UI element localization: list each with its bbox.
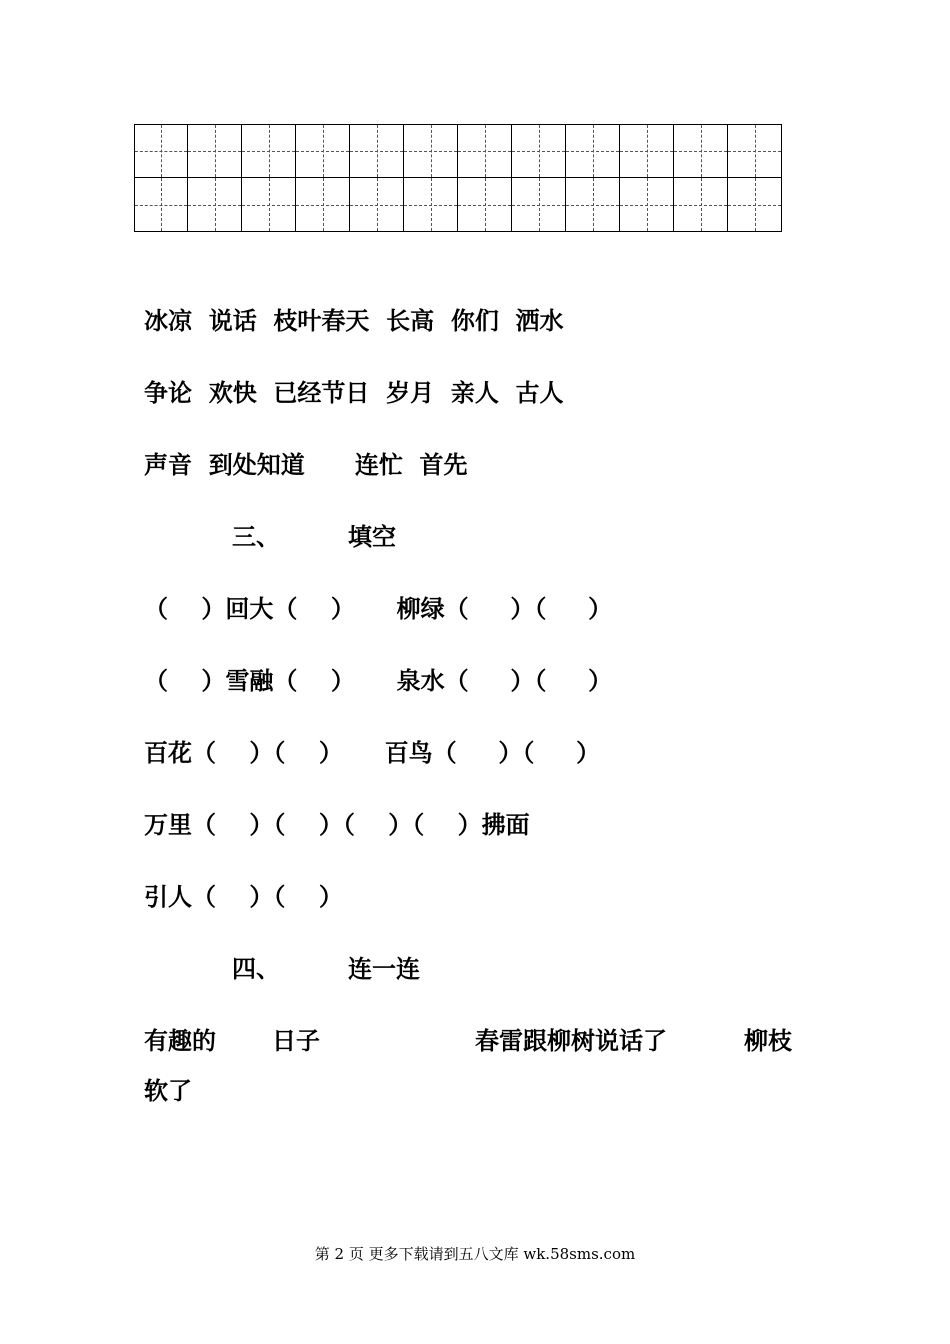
- grid-cell[interactable]: [674, 124, 728, 178]
- section-4-title: 连一连: [348, 955, 420, 983]
- grid-cell[interactable]: [242, 124, 296, 178]
- word-line-1: 冰凉 说话 枝叶春天 长高 你们 洒水: [144, 307, 564, 335]
- match-item-3: 春雷跟柳树说话了: [475, 1027, 667, 1055]
- grid-cell[interactable]: [242, 178, 296, 232]
- section-3-title: 填空: [348, 523, 396, 551]
- grid-row: [134, 124, 782, 178]
- fill-line-4: 万里（ ）（ ）（ ）（ ）拂面: [144, 811, 530, 839]
- grid-cell[interactable]: [512, 178, 566, 232]
- fill-line-5: 引人（ ）（ ）: [144, 883, 343, 911]
- match-item-2: 日子: [272, 1027, 320, 1055]
- match-item-4: 柳枝: [744, 1027, 792, 1055]
- match-item-wrap: 软了: [144, 1077, 192, 1105]
- section-4-number: 四、: [232, 955, 280, 983]
- writing-grid: [134, 124, 782, 232]
- section-3-number: 三、: [232, 523, 280, 551]
- grid-cell[interactable]: [620, 178, 674, 232]
- fill-line-3: 百花（ ）（ ） 百鸟（ ）（ ）: [144, 739, 601, 767]
- fill-line-2: （ ）雪融（ ） 泉水（ ）（ ）: [144, 667, 613, 695]
- word-line-2: 争论 欢快 已经节日 岁月 亲人 古人: [144, 379, 564, 407]
- grid-cell[interactable]: [296, 178, 350, 232]
- grid-cell[interactable]: [566, 124, 620, 178]
- fill-line-1: （ ）回大（ ） 柳绿（ ）（ ）: [144, 595, 613, 623]
- grid-cell[interactable]: [188, 178, 242, 232]
- grid-cell[interactable]: [512, 124, 566, 178]
- grid-cell[interactable]: [134, 124, 188, 178]
- grid-cell[interactable]: [728, 178, 782, 232]
- grid-cell[interactable]: [458, 124, 512, 178]
- grid-cell[interactable]: [350, 178, 404, 232]
- grid-cell[interactable]: [728, 124, 782, 178]
- match-item-1: 有趣的: [144, 1027, 216, 1055]
- grid-cell[interactable]: [566, 178, 620, 232]
- grid-cell[interactable]: [188, 124, 242, 178]
- grid-cell[interactable]: [458, 178, 512, 232]
- grid-cell[interactable]: [134, 178, 188, 232]
- grid-row: [134, 178, 782, 232]
- grid-cell[interactable]: [350, 124, 404, 178]
- grid-cell[interactable]: [296, 124, 350, 178]
- grid-cell[interactable]: [674, 178, 728, 232]
- page-footer: 第 2 页 更多下载请到五八文库 wk.58sms.com: [314, 1245, 636, 1263]
- grid-cell[interactable]: [404, 178, 458, 232]
- word-line-3: 声音 到处知道 连忙 首先: [144, 451, 468, 479]
- grid-cell[interactable]: [404, 124, 458, 178]
- grid-cell[interactable]: [620, 124, 674, 178]
